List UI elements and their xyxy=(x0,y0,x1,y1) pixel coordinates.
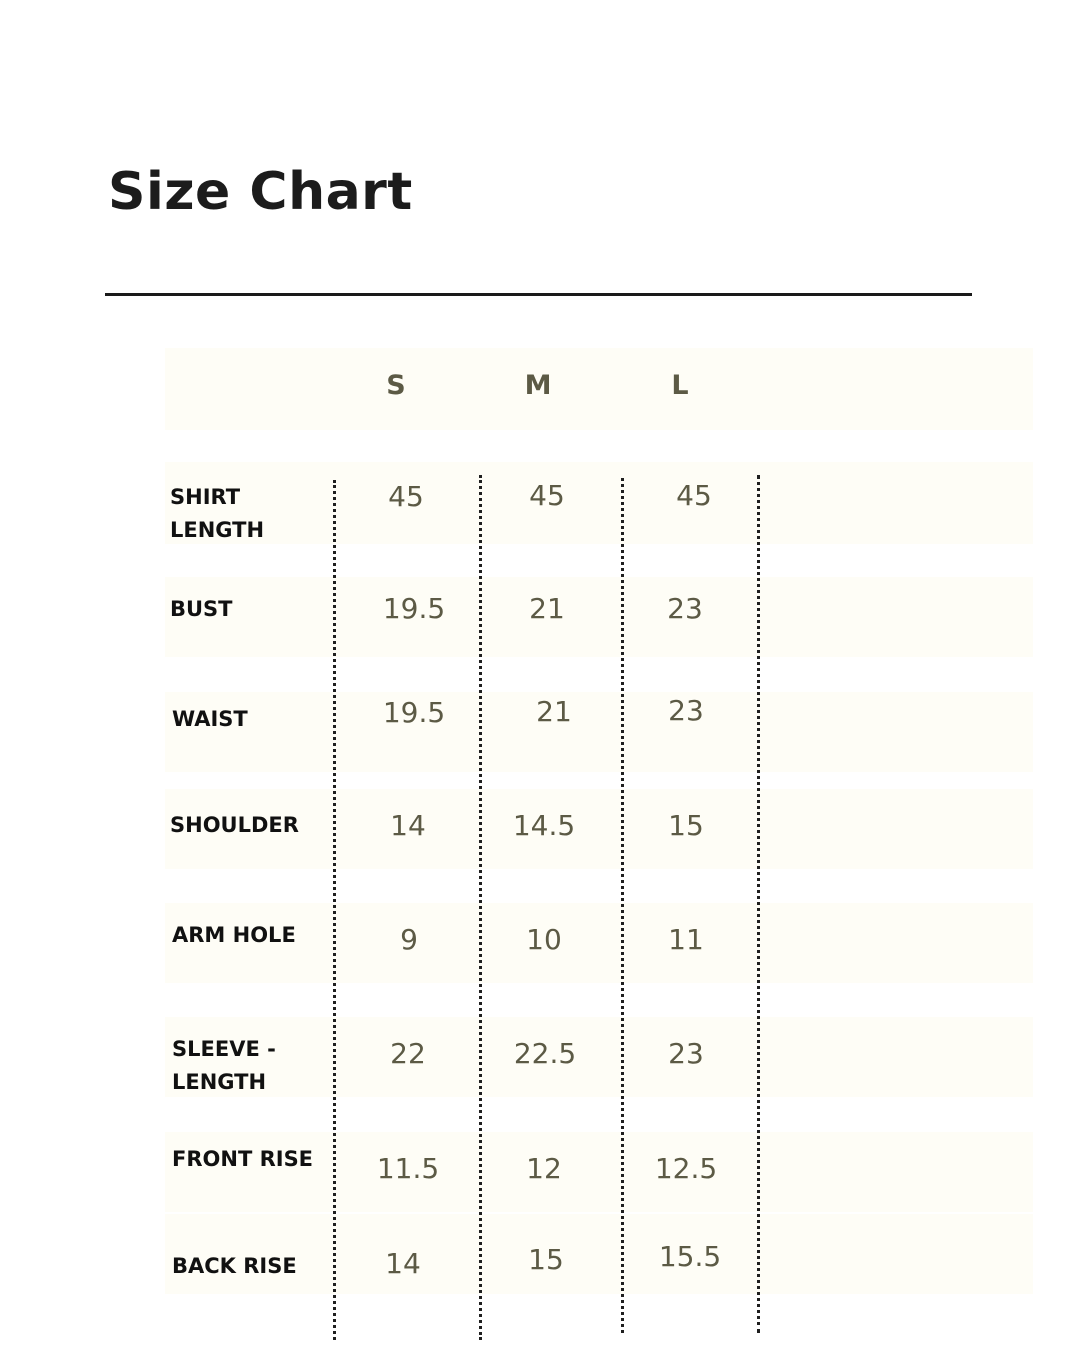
page-title: Size Chart xyxy=(108,162,413,222)
value-sleeve-length-s: 22 xyxy=(390,1037,426,1070)
title-divider xyxy=(105,293,972,296)
row-label-bust: BUST xyxy=(170,597,233,621)
size-header-row xyxy=(165,348,1033,430)
value-waist-m: 21 xyxy=(536,695,572,728)
size-header-m: M xyxy=(524,370,552,401)
value-shirt-length-s: 45 xyxy=(388,480,424,513)
value-shoulder-m: 14.5 xyxy=(512,809,576,842)
row-label-front-rise: FRONT RISE xyxy=(172,1147,314,1171)
row-label-back-rise: BACK RISE xyxy=(172,1254,297,1278)
value-bust-m: 21 xyxy=(529,592,565,625)
value-back-rise-s: 14 xyxy=(385,1247,421,1280)
value-shoulder-l: 15 xyxy=(668,809,704,842)
value-back-rise-m: 15 xyxy=(528,1243,564,1276)
value-sleeve-length-l: 23 xyxy=(668,1037,704,1070)
column-divider xyxy=(333,480,336,1340)
size-header-l: L xyxy=(671,370,689,401)
value-bust-l: 23 xyxy=(667,592,703,625)
size-header-s: S xyxy=(386,370,406,401)
column-divider xyxy=(479,475,482,1340)
column-divider xyxy=(757,475,760,1333)
value-front-rise-m: 12 xyxy=(526,1152,562,1185)
value-shoulder-s: 14 xyxy=(390,809,426,842)
row-label-sleeve-length: SLEEVE - LENGTH xyxy=(172,1037,276,1094)
value-front-rise-l: 12.5 xyxy=(654,1152,718,1185)
value-arm-hole-s: 9 xyxy=(400,923,418,956)
value-shirt-length-l: 45 xyxy=(676,479,712,512)
value-arm-hole-m: 10 xyxy=(526,923,562,956)
row-label-waist: WAIST xyxy=(172,707,248,731)
value-shirt-length-m: 45 xyxy=(529,479,565,512)
column-divider xyxy=(621,478,624,1333)
row-label-arm-hole: ARM HOLE xyxy=(172,923,296,947)
value-sleeve-length-m: 22.5 xyxy=(513,1037,577,1070)
value-front-rise-s: 11.5 xyxy=(376,1152,440,1185)
value-waist-l: 23 xyxy=(668,694,704,727)
row-label-shirt-length: SHIRT LENGTH xyxy=(170,485,265,542)
value-bust-s: 19.5 xyxy=(382,592,446,625)
row-label-shoulder: SHOULDER xyxy=(170,813,299,837)
value-back-rise-l: 15.5 xyxy=(658,1240,722,1273)
value-arm-hole-l: 11 xyxy=(668,923,704,956)
value-waist-s: 19.5 xyxy=(382,696,446,729)
